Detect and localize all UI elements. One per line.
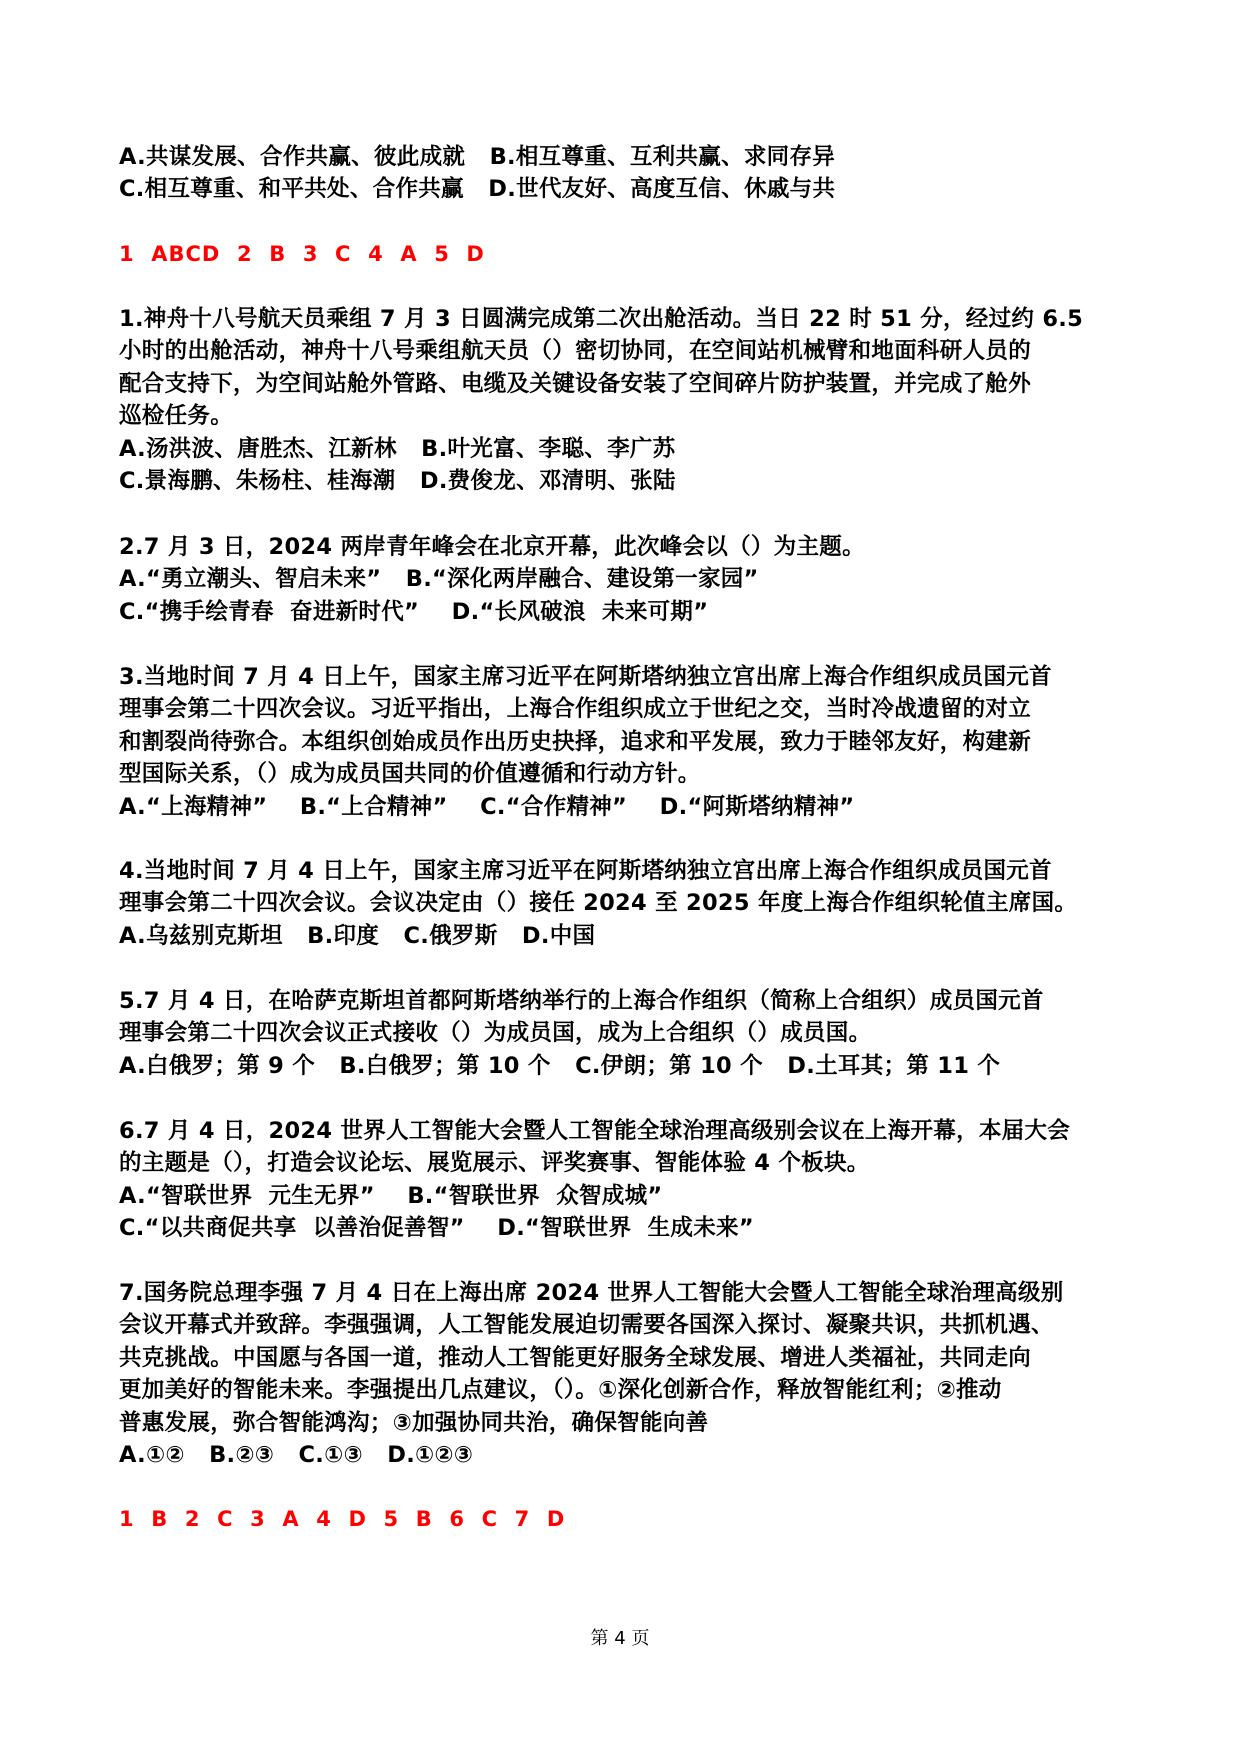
question-line: A.乌兹别克斯坦 B.印度 C.俄罗斯 D.中国 bbox=[119, 922, 596, 949]
question-line: 5.7 月 4 日，在哈萨克斯坦首都阿斯塔纳举行的上海合作组织（简称上合组织）成员国元首 bbox=[119, 988, 1044, 1014]
question-line: C.景海鹏、朱杨柱、桂海潮 D.费俊龙、邓清明、张陆 bbox=[119, 467, 676, 494]
question-line: 巡检任务。 bbox=[119, 403, 234, 430]
previous-question-options bbox=[119, 141, 1129, 206]
question-line: 2.7 月 3 日，2024 两岸青年峰会在北京开幕，此次峰会以（）为主题。 bbox=[119, 534, 865, 560]
question-line: 配合支持下，为空间站舱外管路、电缆及关键设备安装了空间碎片防护装置，并完成了舱外 bbox=[119, 370, 1032, 397]
question-line: 共克挑战。中国愿与各国一道，推动人工智能更好服务全球发展、增进人类福祉，共同走向 bbox=[119, 1344, 1032, 1371]
question-line: 更加美好的智能未来。李强提出几点建议，（）。①深化创新合作，释放智能红利；②推动 bbox=[119, 1377, 1002, 1404]
question-line: C.“以共商促共享 以善治促善智” D.“智联世界 生成未来” bbox=[119, 1215, 754, 1242]
option-line: C.相互尊重、和平共处、合作共赢 D.世代友好、高度互信、休戚与共 bbox=[119, 176, 836, 203]
answer-key-1: 1 ABCD 2 B 3 C 4 A 5 D bbox=[119, 242, 485, 266]
page-number: 第 4 页 bbox=[590, 1628, 650, 1649]
question-line: A.①② B.②③ C.①③ D.①②③ bbox=[119, 1441, 474, 1468]
question-4 bbox=[119, 855, 1129, 952]
question-line: 理事会第二十四次会议。会议决定由（）接任 2024 至 2025 年度上海合作组织轮值主席国。 bbox=[119, 890, 1078, 917]
question-3 bbox=[119, 661, 1129, 823]
question-line: A.白俄罗；第 9 个 B.白俄罗；第 10 个 C.伊朗；第 10 个 D.土耳其；第 11 个 bbox=[119, 1052, 1001, 1079]
option-line: A.共谋发展、合作共赢、彼此成就 B.相互尊重、互利共赢、求同存异 bbox=[119, 144, 836, 170]
question-line: 小时的出舱活动，神舟十八号乘组航天员（）密切协同，在空间站机械臂和地面科研人员的 bbox=[119, 338, 1032, 365]
question-line: 理事会第二十四次会议。习近平指出，上海合作组织成立于世纪之交，当时冷战遗留的对立 bbox=[119, 696, 1032, 723]
question-line: 4.当地时间 7 月 4 日上午，国家主席习近平在阿斯塔纳独立宫出席上海合作组织成员国元首 bbox=[119, 858, 1052, 884]
question-line: 1.神舟十八号航天员乘组 7 月 3 日圆满完成第二次出舱活动。当日 22 时 51 分，经过约 6.5 bbox=[119, 306, 1084, 332]
question-7 bbox=[119, 1277, 1129, 1471]
question-line: A.“勇立潮头、智启未来” B.“深化两岸融合、建设第一家园” bbox=[119, 566, 759, 593]
question-line: C.“携手绘青春 奋进新时代” D.“长风破浪 未来可期” bbox=[119, 598, 709, 625]
question-line: 型国际关系，（）成为成员国共同的价值遵循和行动方针。 bbox=[119, 761, 701, 788]
question-line: A.“上海精神” B.“上合精神” C.“合作精神” D.“阿斯塔纳精神” bbox=[119, 793, 855, 820]
question-line: 7.国务院总理李强 7 月 4 日在上海出席 2024 世界人工智能大会暨人工智能全球治理高级别 bbox=[119, 1280, 1064, 1306]
answer-key-2: 1 B 2 C 3 A 4 D 5 B 6 C 7 D bbox=[119, 1507, 566, 1531]
question-line: 会议开幕式并致辞。李强强调，人工智能发展迫切需要各国深入探讨、凝聚共识，共抓机遇、 bbox=[119, 1312, 1054, 1339]
question-line: 理事会第二十四次会议正式接收（）为成员国，成为上合组织（）成员国。 bbox=[119, 1020, 872, 1047]
question-6 bbox=[119, 1115, 1129, 1245]
question-line: 普惠发展，弥合智能鸿沟；③加强协同共治，确保智能向善 bbox=[119, 1409, 709, 1436]
question-2 bbox=[119, 531, 1129, 628]
question-line: 6.7 月 4 日，2024 世界人工智能大会暨人工智能全球治理高级别会议在上海开幕，本届大会 bbox=[119, 1118, 1071, 1144]
question-line: A.汤洪波、唐胜杰、江新林 B.叶光富、李聪、李广苏 bbox=[119, 435, 676, 462]
question-line: 和割裂尚待弥合。本组织创始成员作出历史抉择，追求和平发展，致力于睦邻友好，构建新 bbox=[119, 728, 1032, 755]
question-line: A.“智联世界 元生无界” B.“智联世界 众智成城” bbox=[119, 1182, 663, 1209]
question-1 bbox=[119, 303, 1129, 497]
question-line: 3.当地时间 7 月 4 日上午，国家主席习近平在阿斯塔纳独立宫出席上海合作组织成员国元首 bbox=[119, 664, 1052, 690]
question-line: 的主题是（），打造会议论坛、展览展示、评奖赛事、智能体验 4 个板块。 bbox=[119, 1150, 870, 1177]
question-5 bbox=[119, 985, 1129, 1082]
